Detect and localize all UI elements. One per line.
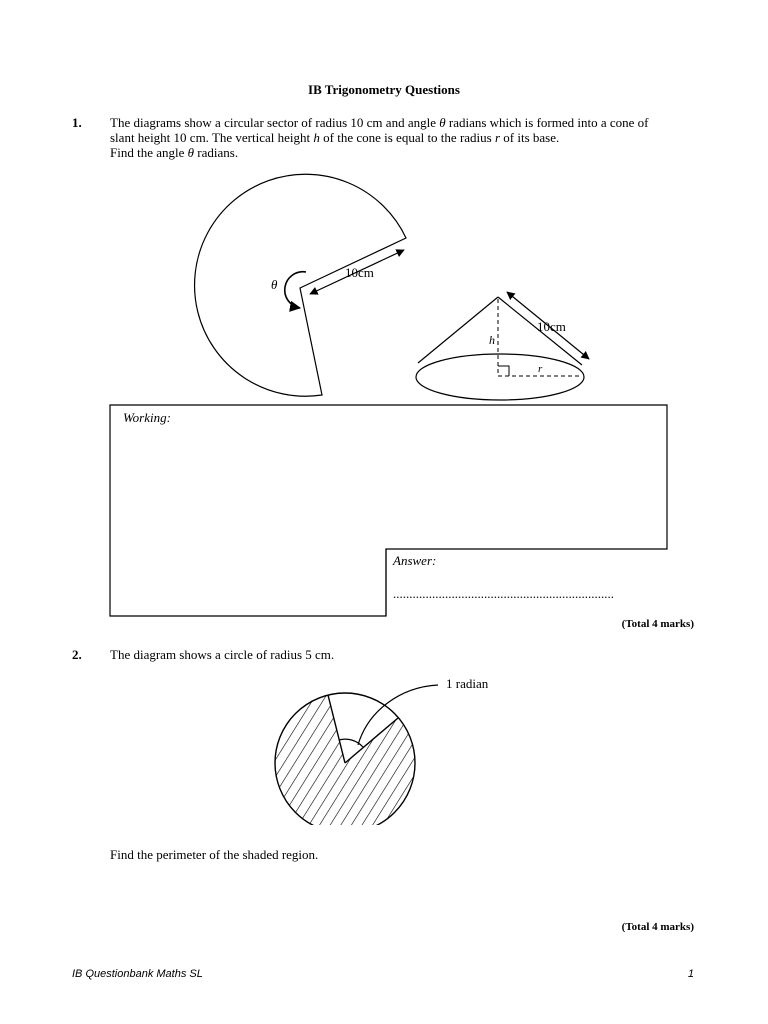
cone-slant-label: 10cm bbox=[537, 319, 566, 334]
question-2-text: The diagram shows a circle of radius 5 cm. bbox=[110, 647, 335, 662]
q1-diagram bbox=[0, 0, 768, 410]
q1-total-marks: (Total 4 marks) bbox=[621, 618, 694, 630]
h-label: h bbox=[489, 333, 495, 347]
question-2-find-text: Find the perimeter of the shaded region. bbox=[110, 847, 319, 862]
one-radian-label: 1 radian bbox=[446, 676, 489, 691]
r-symbol: r bbox=[494, 130, 501, 145]
page-number: 1 bbox=[687, 968, 694, 980]
answer-line[interactable]: .................................................................... bbox=[393, 586, 614, 601]
footer-source: IB Questionbank Maths SL bbox=[72, 968, 203, 980]
answer-label: Answer: bbox=[393, 553, 437, 568]
question-2-number: 2. bbox=[72, 647, 82, 662]
theta-symbol: θ bbox=[439, 115, 446, 130]
page-title: IB Trigonometry Questions bbox=[308, 82, 460, 97]
right-angle-mark bbox=[498, 366, 509, 376]
q1-text-part: radians which is formed into a cone of slant height 10 cm. The vertical height bbox=[110, 115, 649, 145]
r-label: r bbox=[538, 363, 543, 375]
cone-side-left bbox=[418, 297, 498, 363]
q1-text-part: The diagrams show a circular sector of radius 10 cm and angle bbox=[110, 115, 440, 130]
question-1-number: 1. bbox=[72, 115, 82, 130]
theta-symbol: θ bbox=[187, 145, 195, 160]
q1-find-part: Find the angle bbox=[110, 145, 188, 160]
theta-label: θ bbox=[271, 277, 278, 292]
circular-sector bbox=[195, 174, 406, 396]
q1-text-part: of the cone is equal to the radius bbox=[319, 130, 495, 145]
h-symbol: h bbox=[313, 130, 320, 145]
sector-radius-label: 10cm bbox=[345, 265, 374, 280]
q1-text-part: of its base. bbox=[500, 130, 560, 145]
working-label: Working: bbox=[123, 410, 171, 425]
cone-base bbox=[416, 354, 584, 400]
q1-find-part: radians. bbox=[194, 145, 239, 160]
q2-total-marks: (Total 4 marks) bbox=[621, 921, 694, 933]
